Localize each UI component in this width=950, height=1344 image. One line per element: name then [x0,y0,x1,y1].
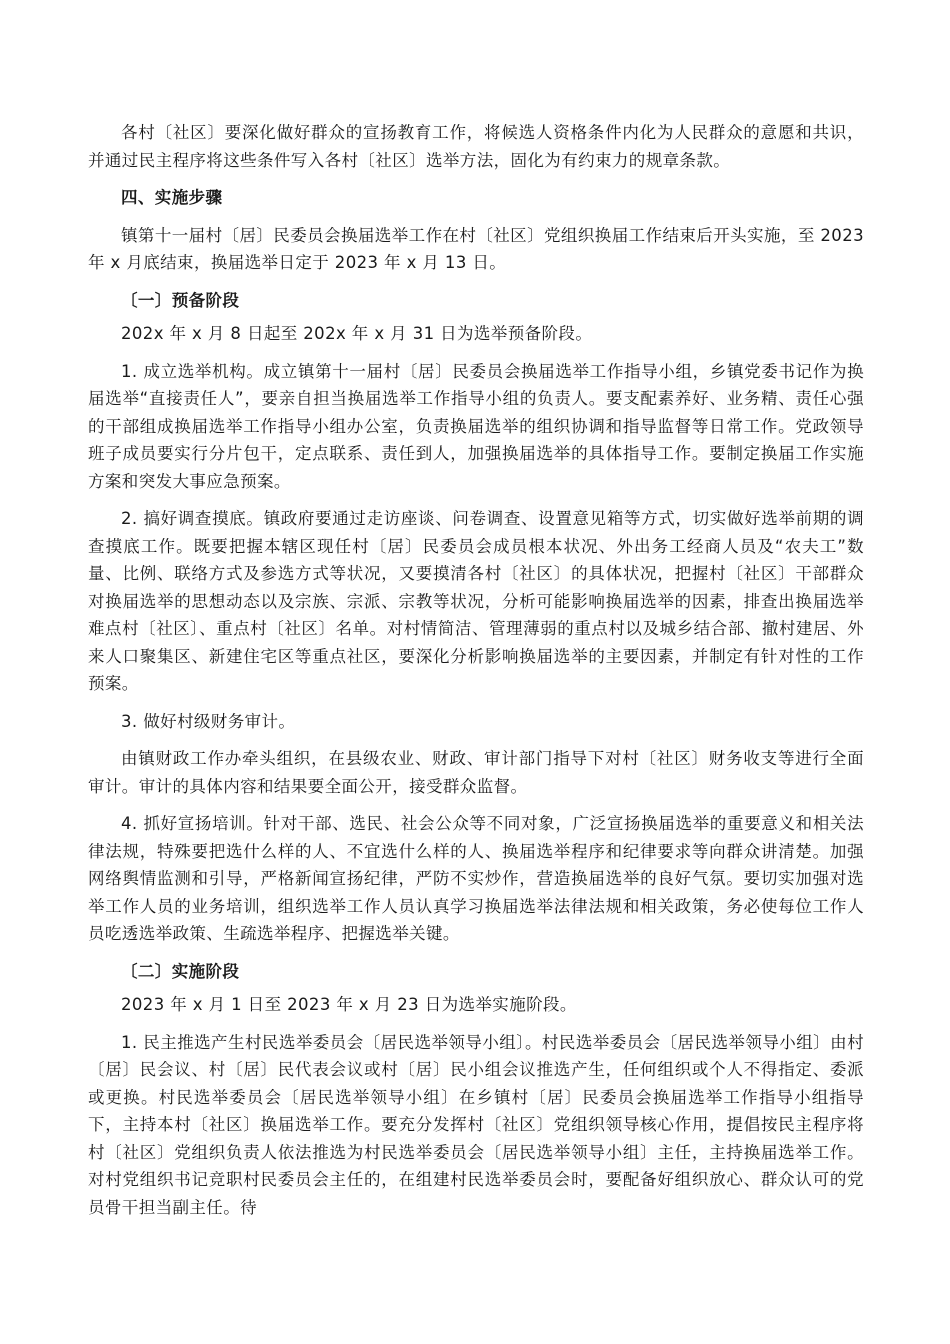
paragraph-financial-audit: 由镇财政工作办牵头组织，在县级农业、财政、审计部门指导下对村〔社区〕财务收支等进行全面审计。审计的具体内容和结果要全面公开，接受群众监督。 [88,749,864,796]
paragraph-financial-audit-title: 3. 做好村级财务审计。 [121,711,296,731]
paragraph-preparation-dates: 202x 年 x 月 8 日起至 202x 年 x 月 31 日为选举预备阶段。 [121,324,593,343]
subsection-heading-preparation-stage: 〔一〕预备阶段 [121,290,240,310]
paragraph-publicity-training: 4. 抓好宣扬培训。针对干部、选民、社会公众等不同对象，广泛宣扬换届选举的重要意义和相关法律法规，特殊要把选什么样的人、不宜选什么样的人、换届选举程序和纪律要求等向群众讲清楚。加强网络舆情监测和引导，严格新闻宣扬纪律，严防不实炒作，营造换届选举的良好气氛。要切实加强对选举工作人员的业务培训，组织选举工作人员认真学习换届选举法律法规和相关政策，务必使每位工作人员吃透选举政策、生疏选举程序、把握选举关键。 [88,814,864,943]
paragraph-investigation: 2. 搞好调查摸底。镇政府要通过走访座谈、问卷调查、设置意见箱等方式，切实做好选举前期的调查摸底工作。既要把握本辖区现任村〔居〕民委员会成员根本状况、外出务工经商人员及“农夫工”数量、比例、联络方式及参选方式等状况，又要摸清各村〔社区〕的具体状况，把握村〔社区〕干部群众对换届选举的思想动态以及宗族、宗派、宗教等状况，分析可能影响换届选举的因素，排查出换届选举难点村〔社区〕、重点村〔社区〕名单。对村情简洁、管理薄弱的重点村以及城乡结合部、撤村建居、外来人口聚集区、新建住宅区等重点社区，要深化分析影响换届选举的主要因素，并制定有针对性的工作预案。 [88,509,864,693]
section-heading-implementation-steps: 四、实施步骤 [121,188,223,207]
paragraph-candidate-qualification: 各村〔社区〕要深化做好群众的宣扬教育工作，将候选人资格条件内化为人民群众的意愿和共识，并通过民主程序将这些条件写入各村〔社区〕选举方法，固化为有约束力的规章条款。 [88,123,864,170]
subsection-heading-implementation-stage: 〔二〕实施阶段 [121,961,240,981]
paragraph-implementation-dates: 2023 年 x 月 1 日至 2023 年 x 月 23 日为选举实施阶段。 [121,995,577,1014]
paragraph-election-committee: 1. 民主推选产生村民选举委员会〔居民选举领导小组〕。村民选举委员会〔居民选举领导小组〕由村〔居〕民会议、村〔居〕民代表会议或村〔居〕民小组会议推选产生，任何组织或个人不得指定、委派或更换。村民选举委员会〔居民选举领导小组〕在乡镇村〔居〕民委员会换届选举工作指导小组指导下，主持本村〔社区〕换届选举工作。要充分发挥村〔社区〕党组织领导核心作用，提倡按民主程序将村〔社区〕党组织负责人依法推选为村民选举委员会〔居民选举领导小组〕主任，主持换届选举工作。对村党组织书记竞职村民委员会主任的，在组建村民选举委员会时，要配备好组织放心、群众认可的党员骨干担当副主任。待 [88,1032,864,1217]
paragraph-election-schedule: 镇第十一届村〔居〕民委员会换届选举工作在村〔社区〕党组织换届工作结束后开头实施，至 2023 年 x 月底结束，换届选举日定于 2023 年 x 月 13 日。 [88,225,864,272]
document-body [88,119,864,1221]
paragraph-establish-organization: 1. 成立选举机构。成立镇第十一届村〔居〕民委员会换届选举工作指导小组，乡镇党委书记作为换届选举“直接责任人”，要亲自担当换届选举工作指导小组的负责人。要支配素养好、业务精、责任心强的干部组成换届选举工作指导小组办公室，负责换届选举的组织协调和指导监督等日常工作。党政领导班子成员要实行分片包干，定点联系、责任到人，加强换届选举的具体指导工作。要制定换届工作实施方案和突发大事应急预案。 [88,361,864,491]
